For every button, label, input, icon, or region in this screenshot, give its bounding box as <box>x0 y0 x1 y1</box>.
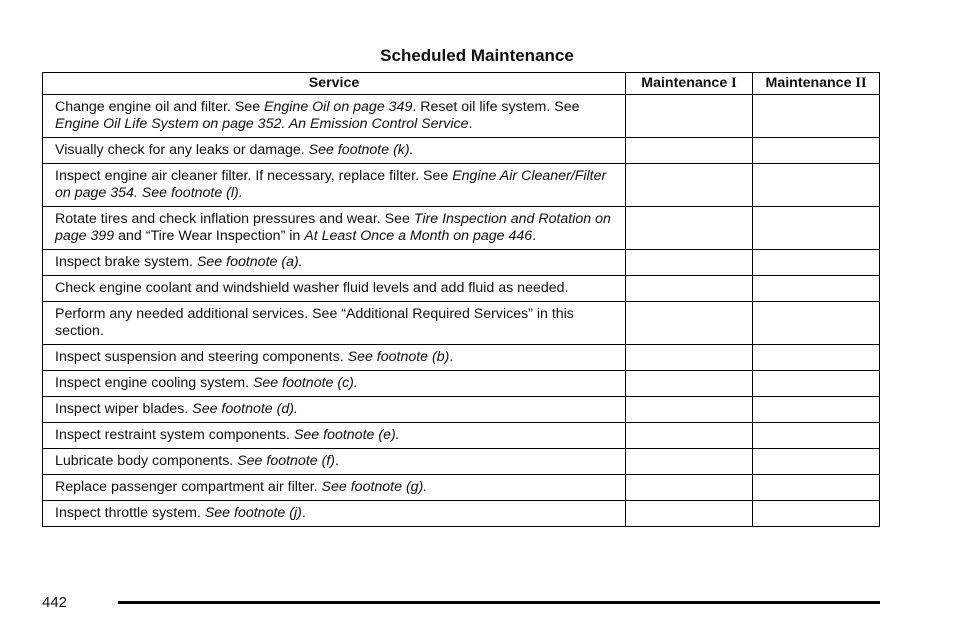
service-text: See footnote (g). <box>321 479 428 495</box>
maintenance-1-cell <box>626 276 753 302</box>
service-text: Change engine oil and filter. See <box>55 99 265 115</box>
maintenance-table <box>42 72 880 527</box>
maintenance-1-cell <box>626 95 753 138</box>
maintenance-2-cell <box>753 302 880 345</box>
service-text: . <box>334 453 339 469</box>
maintenance-2-cell <box>753 423 880 449</box>
maintenance-1-column-header: Maintenance I <box>626 73 753 95</box>
maintenance-1-cell <box>626 207 753 250</box>
maintenance-2-cell <box>753 345 880 371</box>
service-cell <box>43 345 626 371</box>
service-text: Engine Oil Life System on page 352. An Emission Control Service <box>55 116 469 132</box>
maintenance-1-cell <box>626 302 753 345</box>
maintenance-1-cell <box>626 371 753 397</box>
service-text: Inspect restraint system components. <box>55 427 294 443</box>
page-number: 442 <box>42 594 68 611</box>
service-text: See footnote (e). <box>293 427 400 443</box>
service-text: See footnote (b) <box>347 349 450 365</box>
table-row <box>43 138 880 164</box>
maintenance-2-cell <box>753 475 880 501</box>
maintenance-2-column-header: Maintenance II <box>753 73 880 95</box>
maintenance-1-cell <box>626 475 753 501</box>
service-cell <box>43 138 626 164</box>
service-text: . <box>301 505 306 521</box>
table-row <box>43 501 880 527</box>
maintenance-2-cell <box>753 164 880 207</box>
service-text: Inspect throttle system. <box>55 505 205 521</box>
service-text: Check engine coolant and windshield washer fluid levels and add fluid as needed. <box>55 280 569 296</box>
table-row <box>43 95 880 138</box>
service-text: . <box>532 228 537 244</box>
service-text: . <box>449 349 454 365</box>
service-cell <box>43 302 626 345</box>
service-text: Tire Inspection and Rotation on page 399 <box>55 211 611 244</box>
service-text: Inspect suspension and steering components. <box>55 349 348 365</box>
table-row <box>43 397 880 423</box>
service-text: See footnote (f) <box>237 453 335 469</box>
service-text: . Reset oil life system. See <box>412 99 580 115</box>
service-text: Perform any needed additional services. See “Additional Required Services” in this section. <box>55 306 574 339</box>
maintenance-1-cell <box>626 138 753 164</box>
service-text: At Least Once a Month on page 446 <box>304 228 533 244</box>
footer-rule <box>118 601 880 604</box>
service-cell <box>43 371 626 397</box>
maintenance-2-cell <box>753 371 880 397</box>
table-row <box>43 371 880 397</box>
service-cell <box>43 250 626 276</box>
table-row <box>43 250 880 276</box>
service-text: Engine Air Cleaner/Filter on page 354. See footnote (l). <box>55 168 607 201</box>
service-cell <box>43 423 626 449</box>
maintenance-1-cell <box>626 345 753 371</box>
maintenance-1-cell <box>626 501 753 527</box>
table-row <box>43 164 880 207</box>
maintenance-2-cell <box>753 95 880 138</box>
service-text: Lubricate body components. <box>55 453 238 469</box>
table-row <box>43 423 880 449</box>
service-text: Rotate tires and check inflation pressures and wear. See <box>55 211 414 227</box>
table-row <box>43 276 880 302</box>
service-cell <box>43 164 626 207</box>
maintenance-1-cell <box>626 250 753 276</box>
service-cell <box>43 207 626 250</box>
service-text: and “Tire Wear Inspection” in <box>114 228 305 244</box>
service-text: See footnote (d). <box>192 401 298 417</box>
maintenance-2-cell <box>753 397 880 423</box>
service-cell <box>43 501 626 527</box>
maintenance-1-cell <box>626 397 753 423</box>
maintenance-1-cell <box>626 164 753 207</box>
maintenance-2-cell <box>753 449 880 475</box>
service-text: Engine Oil on page 349 <box>264 99 413 115</box>
service-text: See footnote (a). <box>196 254 303 270</box>
service-cell <box>43 276 626 302</box>
service-column-header: Service <box>43 73 626 95</box>
maintenance-2-cell <box>753 250 880 276</box>
service-cell <box>43 95 626 138</box>
table-row <box>43 475 880 501</box>
service-text: Inspect engine air cleaner filter. If necessary, replace filter. See <box>55 168 453 184</box>
maintenance-2-cell <box>753 501 880 527</box>
service-text: Inspect wiper blades. <box>55 401 193 417</box>
maintenance-1-cell <box>626 423 753 449</box>
service-cell <box>43 397 626 423</box>
table-row <box>43 449 880 475</box>
page-title: Scheduled Maintenance <box>380 46 574 65</box>
table-row <box>43 207 880 250</box>
service-text: Visually check for any leaks or damage. <box>55 142 309 158</box>
maintenance-2-cell <box>753 138 880 164</box>
maintenance-2-cell <box>753 276 880 302</box>
table-row <box>43 302 880 345</box>
service-text: Inspect engine cooling system. <box>55 375 253 391</box>
service-text: See footnote (c). <box>252 375 358 391</box>
service-text: See footnote (k). <box>308 142 414 158</box>
service-text: Replace passenger compartment air filter. <box>55 479 322 495</box>
table-row <box>43 345 880 371</box>
maintenance-2-cell <box>753 207 880 250</box>
service-text: See footnote (j) <box>204 505 302 521</box>
service-cell <box>43 449 626 475</box>
table-header-row <box>43 73 880 95</box>
maintenance-1-cell <box>626 449 753 475</box>
service-text: . <box>468 116 473 132</box>
service-cell <box>43 475 626 501</box>
service-text: Inspect brake system. <box>55 254 197 270</box>
